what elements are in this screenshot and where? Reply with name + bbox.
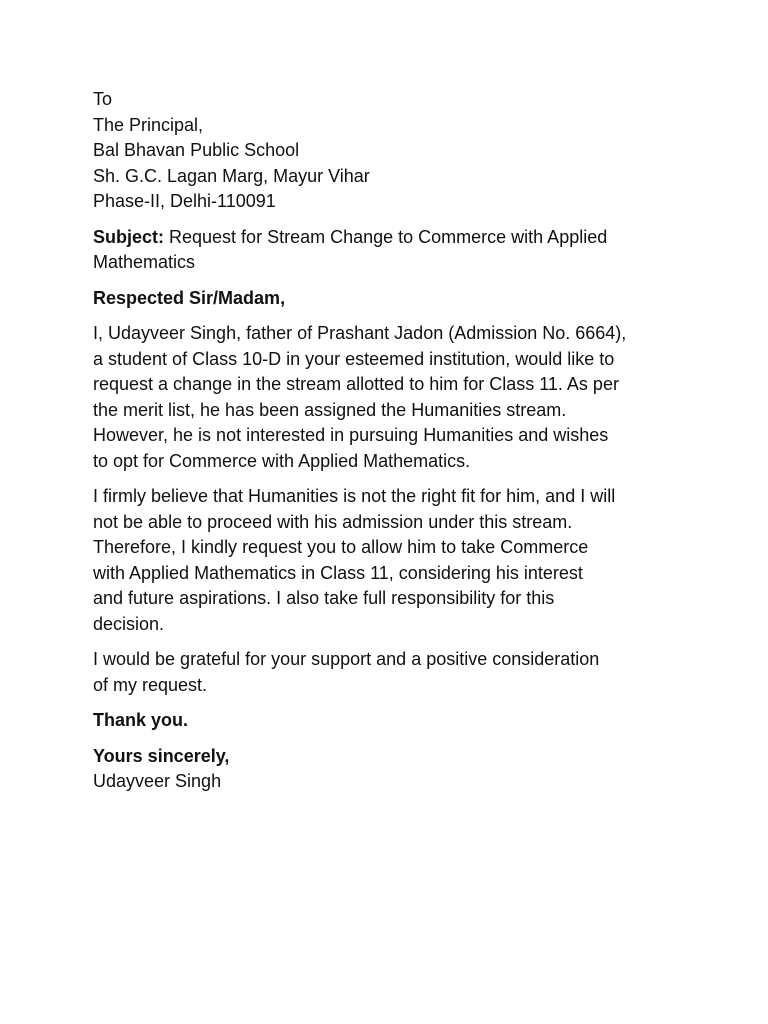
- recipient-to: To: [93, 89, 113, 109]
- paragraph-line: request a change in the stream allotted to him for Class 11. As per: [93, 374, 619, 394]
- paragraph-line: I firmly believe that Humanities is not the right fit for him, and I will: [93, 486, 616, 506]
- paragraph-line: a student of Class 10-D in your esteemed institution, would like to: [93, 348, 615, 369]
- paragraph-line: not be able to proceed with his admission under this stream.: [93, 511, 573, 532]
- recipient-address-line1: Sh. G.C. Lagan Marg, Mayur Vihar: [93, 165, 370, 186]
- paragraph-line: Therefore, I kindly request you to allow him to take Commerce: [93, 537, 589, 557]
- subject-line: [93, 225, 683, 276]
- signature-block: [93, 744, 683, 795]
- paragraph-line: However, he is not interested in pursuing Humanities and wishes: [93, 425, 609, 445]
- subject-text: Request for Stream Change to Commerce with Applied: [164, 226, 608, 247]
- paragraph-line: I, Udayveer Singh, father of Prashant Jadon (Admission No. 6664),: [93, 323, 627, 343]
- paragraph-line: the merit list, he has been assigned the Humanities stream.: [93, 399, 567, 420]
- letter-body: [93, 87, 683, 805]
- closing-thanks: Thank you.: [93, 710, 189, 730]
- recipient-address: [93, 87, 683, 215]
- paragraph-line: of my request.: [93, 674, 208, 695]
- salutation: Respected Sir/Madam,: [93, 287, 286, 308]
- subject-label: Subject:: [93, 226, 165, 247]
- closing-sign-off: Yours sincerely,: [93, 745, 230, 766]
- recipient-title: The Principal,: [93, 114, 204, 135]
- signer-name: Udayveer Singh: [93, 771, 222, 791]
- paragraph-line: to opt for Commerce with Applied Mathematics.: [93, 450, 471, 471]
- recipient-address-line2: Phase-II, Delhi-110091: [93, 191, 276, 211]
- body-paragraph-1: [93, 321, 683, 474]
- recipient-school: Bal Bhavan Public School: [93, 140, 300, 160]
- paragraph-line: with Applied Mathematics in Class 11, considering his interest: [93, 562, 583, 583]
- body-paragraph-3: [93, 647, 683, 698]
- paragraph-line: and future aspirations. I also take full responsibility for this: [93, 588, 555, 608]
- subject-line-1: [93, 225, 683, 251]
- subject-text-line2: Mathematics: [93, 252, 196, 272]
- paragraph-line: I would be grateful for your support and a positive consideration: [93, 649, 600, 669]
- paragraph-line: decision.: [93, 613, 165, 634]
- body-paragraph-2: [93, 484, 683, 637]
